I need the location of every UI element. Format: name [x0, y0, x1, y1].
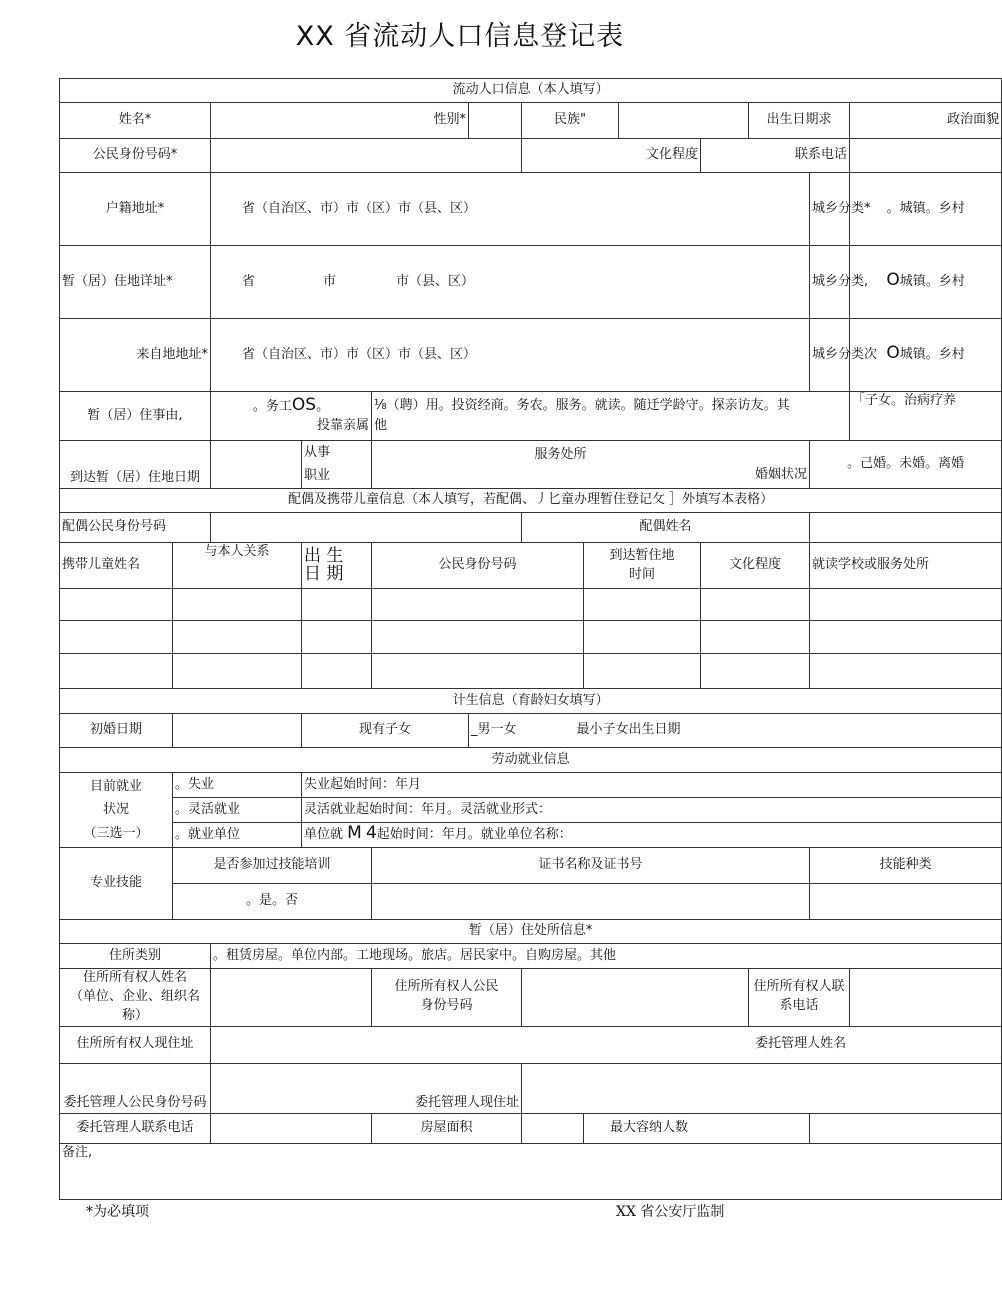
- flexible-detail[interactable]: 灵活就业起始时间：年月。灵活就业形式：: [302, 798, 1002, 823]
- owner-id-field[interactable]: [522, 969, 749, 1027]
- huji-address-field[interactable]: 省（自治区、市）市（区）市（县、区）: [211, 173, 810, 246]
- certificate-header: 证书名称及证书号: [372, 848, 810, 884]
- child-cell[interactable]: [60, 589, 173, 621]
- child-birth-header: 出 生 日 期: [302, 543, 372, 589]
- child-cell[interactable]: [701, 621, 810, 654]
- section-header-employment: 劳动就业信息: [60, 748, 1002, 773]
- urban-class-label-2: 城乡分类,: [810, 246, 850, 319]
- child-name-header: 携带儿童姓名: [60, 543, 173, 589]
- child-row: [60, 589, 1002, 621]
- political-label: 政治面貌: [850, 103, 1002, 139]
- name-field[interactable]: [213, 111, 363, 131]
- owner-phone-label: 住所所有权人联 系电话: [749, 969, 850, 1027]
- education-label: 文化程度: [522, 139, 701, 173]
- children-field[interactable]: _男一女 最小子女出生日期: [469, 714, 1002, 748]
- child-cell[interactable]: [810, 621, 1002, 654]
- employment-status-label: 目前就业 状况 （三选一）: [60, 773, 173, 848]
- training-options[interactable]: 。是。否: [173, 884, 372, 920]
- owner-id-label: 住所所有权人公民 身份号码: [372, 969, 522, 1027]
- certificate-field[interactable]: [372, 884, 810, 920]
- training-header: 是否参加过技能培训: [173, 848, 372, 884]
- child-cell[interactable]: [372, 654, 584, 689]
- urban-class-label-3: 城乡分类次: [810, 319, 850, 392]
- child-cell[interactable]: [810, 589, 1002, 621]
- birth-label: 出生日期求: [749, 103, 850, 139]
- child-cell[interactable]: [372, 589, 584, 621]
- residence-type-label: 住所类别: [60, 944, 211, 969]
- agent-address-field[interactable]: [522, 1063, 1002, 1113]
- owner-name-label: 住所所有权人姓名 （单位、企业、组织名称）: [60, 969, 211, 1027]
- employer-option[interactable]: 。就业单位: [173, 823, 302, 848]
- reason-options-c[interactable]: 「子女。治病疗养: [850, 392, 1002, 441]
- urban-class-options-2[interactable]: O城镇。乡村: [850, 246, 1002, 319]
- spouse-id-label: 配偶公民身份号码: [60, 513, 211, 543]
- section-header-personal: 流动人口信息（本人填写）: [60, 79, 1002, 103]
- child-cell[interactable]: [173, 654, 302, 689]
- page-title: XX 省流动人口信息登记表: [295, 21, 625, 52]
- id-number-field[interactable]: [211, 139, 522, 173]
- child-cell[interactable]: [701, 589, 810, 621]
- child-cell[interactable]: [60, 621, 173, 654]
- child-cell[interactable]: [302, 654, 372, 689]
- gender-field[interactable]: [469, 103, 522, 139]
- child-arrival-header: 到达暂住地 时间: [584, 543, 701, 589]
- reason-options-a[interactable]: 。务工OS。 投靠亲属: [211, 392, 372, 441]
- owner-phone-field[interactable]: [850, 969, 1002, 1027]
- child-cell[interactable]: [372, 621, 584, 654]
- owner-name-field[interactable]: [211, 969, 372, 1027]
- employer-detail[interactable]: 单位就 M 4起始时间：年月。就业单位名称：: [302, 823, 1002, 848]
- unemployed-detail[interactable]: 失业起始时间：年月: [302, 773, 1002, 798]
- section-header-family: 配偶及携带儿童信息（本人填写，若配偶、丿匕童办理暂住登记攵 ］外填写本表格）: [60, 489, 1002, 513]
- child-cell[interactable]: [302, 589, 372, 621]
- origin-address-field[interactable]: 省（自治区、市）市（区）市（县、区）: [211, 319, 810, 392]
- agent-phone-label: 委托管理人联系电话: [60, 1113, 211, 1143]
- section-header-residence: 暂（居）住处所信息*: [60, 920, 1002, 944]
- flexible-option[interactable]: 。灵活就业: [173, 798, 302, 823]
- skill-type-header: 技能种类: [810, 848, 1002, 884]
- marry-date-label: 初婚日期: [60, 714, 173, 748]
- supervisor-note: XX 省公安厅监制: [616, 1204, 725, 1220]
- urban-class-label-1: 城乡分类*: [810, 173, 850, 246]
- ethnic-field[interactable]: [619, 103, 749, 139]
- phone-field[interactable]: [850, 139, 1002, 173]
- child-cell[interactable]: [173, 589, 302, 621]
- temp-address-field[interactable]: 省 市 市（县、区）: [211, 246, 810, 319]
- area-field[interactable]: [522, 1113, 584, 1143]
- child-cell[interactable]: [60, 654, 173, 689]
- spouse-name-field[interactable]: [810, 513, 1002, 543]
- capacity-field[interactable]: [810, 1113, 1002, 1143]
- registration-form: [59, 78, 1002, 1200]
- workplace-label: 服务处所 婚姻状况: [372, 441, 810, 489]
- spouse-name-label: 配偶姓名: [522, 513, 810, 543]
- urban-class-options-1[interactable]: 。城镇。乡村: [850, 173, 1002, 246]
- child-cell[interactable]: [584, 654, 701, 689]
- capacity-label: 最大容纳人数: [584, 1113, 810, 1143]
- section-header-family-planning: 计生信息（育龄妇女填写）: [60, 689, 1002, 714]
- child-cell[interactable]: [584, 621, 701, 654]
- area-label: 房屋面积: [372, 1113, 522, 1143]
- spouse-id-field[interactable]: [211, 513, 522, 543]
- marry-date-field[interactable]: [173, 714, 302, 748]
- ethnic-label: 民族": [522, 103, 619, 139]
- skill-type-field[interactable]: [810, 884, 1002, 920]
- required-note: *为必填项: [86, 1204, 149, 1220]
- owner-address-label: 住所所有权人现住址: [60, 1026, 211, 1063]
- relation-header: 与本人关系: [173, 543, 302, 589]
- agent-name-label: 委托管理人姓名: [211, 1026, 1002, 1063]
- agent-id-label: 委托管理人公民身份号码: [60, 1063, 211, 1113]
- agent-phone-field[interactable]: [211, 1113, 372, 1143]
- origin-address-label: 来自地地址*: [60, 319, 211, 392]
- phone-label: 联系电话: [701, 139, 850, 173]
- children-label: 现有子女: [302, 714, 469, 748]
- arrival-date-label: 到达暂（居）住地日期: [60, 441, 211, 489]
- arrival-date-field[interactable]: [211, 441, 302, 489]
- child-id-header: 公民身份号码: [372, 543, 584, 589]
- child-education-header: 文化程度: [701, 543, 810, 589]
- skills-label: 专业技能: [60, 848, 173, 920]
- child-school-header: 就读学校或服务处所: [810, 543, 1002, 589]
- marital-options[interactable]: 。己婚。未婚。离婚: [810, 441, 1002, 489]
- urban-class-options-3[interactable]: O城镇。乡村: [850, 319, 1002, 392]
- temp-address-label: 暂（居）住地详址*: [60, 246, 211, 319]
- residence-type-options[interactable]: 。租赁房屋。单位内部。工地现场。旅店。居民家中。自购房屋。其他: [211, 944, 1002, 969]
- remarks-field[interactable]: 备注,: [60, 1143, 1002, 1199]
- reason-label: 暂（居）住事由,: [60, 392, 211, 441]
- child-cell[interactable]: [701, 654, 810, 689]
- child-cell[interactable]: [584, 589, 701, 621]
- child-row: [60, 621, 1002, 654]
- agent-address-label: 委托管理人现住址: [211, 1063, 522, 1113]
- reason-options-b[interactable]: ⅛（聘）用。投资经商。务农。服务。就读。随迁学龄守。探亲访友。其 他: [372, 392, 850, 441]
- unemployed-option[interactable]: 。失业: [173, 773, 302, 798]
- child-row: [60, 654, 1002, 689]
- occupation-label: 从事 职业: [302, 441, 372, 489]
- child-cell[interactable]: [302, 621, 372, 654]
- id-number-label: 公民身份号码*: [60, 139, 211, 173]
- child-cell[interactable]: [810, 654, 1002, 689]
- name-label: 姓名*: [60, 103, 211, 139]
- huji-address-label: 户籍地址*: [60, 173, 211, 246]
- gender-label: 性别*: [211, 103, 469, 139]
- child-cell[interactable]: [173, 621, 302, 654]
